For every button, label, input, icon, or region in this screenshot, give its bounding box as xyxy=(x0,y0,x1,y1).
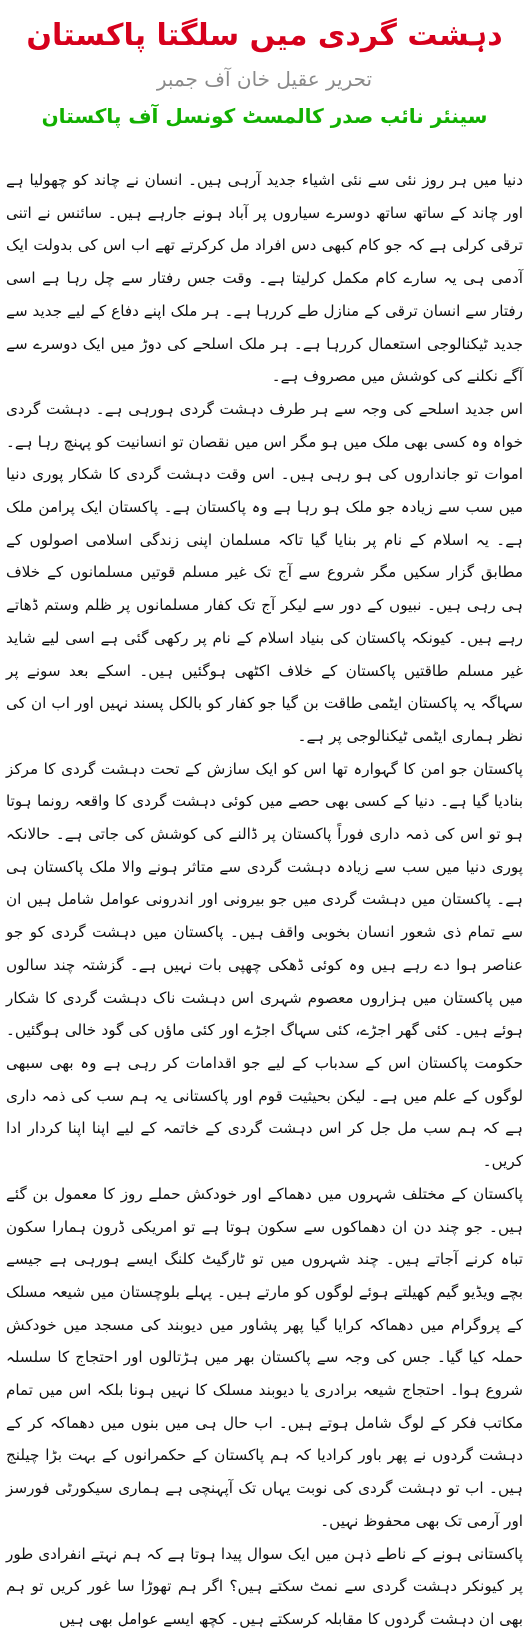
author-designation: سینئر نائب صدر کالمسٹ کونسل آف پاکستان xyxy=(41,104,488,128)
article-author: تحریر عقیل خان آف جمبر xyxy=(156,67,373,91)
article-paragraph: اس جدید اسلحے کی وجہ سے ہر طرف دہشت گردی ہورہی ہے۔ دہشت گردی خواہ وہ کسی بھی ملک میں ہو مگر اس میں نقصان تو انسانیت کو پہنچ رہا ہے۔ اموات تو جانداروں کی ہو رہی ہیں۔ اس وقت دہشت گردی کا شکار پوری دنیا میں سب سے زیادہ جو ملک ہو رہا ہے وہ پاکستان ہے۔ پاکستان ایک پرامن ملک ہے۔ یہ اسلام کے نام پر بنایا گیا تاکہ مسلمان اپنی زندگی اسلامی اصولوں کے مطابق گزار سکیں مگر شروع سے آج تک غیر مسلم قوتیں مسلمانوں کے خلاف ہی رہی ہیں۔ نبیوں کے دور سے لیکر آج تک کفار مسلمانوں پر ظلم وستم ڈھاتے رہے ہیں۔ کیونکہ پاکستان کی بنیاد اسلام کے نام پر رکھی گئی ہے اسی لیے شاید غیر مسلم طاقتیں پاکستان کے خلاف اکٹھی ہوگئیں ہیں۔ اسکے بعد سونے پر سہاگہ یہ پاکستان ایٹمی طاقت بن گیا جو کفار کو بالکل پسند نہیں اور اب ان کی نظر ہماری ایٹمی ٹیکنالوجی پر ہے۔ xyxy=(6,399,523,745)
article-paragraph: پاکستان کے مختلف شہروں میں دھماکے اور خودکش حملے روز کا معمول بن گئے ہیں۔ جو چند دن ان دھماکوں سے سکون ہوتا ہے تو امریکی ڈرون ہمارا سکون تباہ کرنے آجاتے ہیں۔ چند شہروں میں تو ٹارگیٹ کلنگ ایسے ہورہی ہے جیسے بچے ویڈیو گیم کھیلتے ہوئے لوگوں کو مارتے ہیں۔ پہلے بلوچستان میں شیعہ مسلک کے پروگرام میں دھماکہ کرایا گیا پھر پشاور میں دیوبند کی مسجد میں خودکش حملہ کیا گیا۔ جس کی وجہ سے پاکستان بھر میں ہڑتالوں اور احتجاج کا سلسلہ شروع ہوا۔ احتجاج شیعہ برادری یا دیوبند مسلک کا نہیں ہونا بلکہ اس میں تمام مکاتب فکر کے لوگ شامل ہوتے ہیں۔ اب حال ہی میں بنوں میں دھماکہ کر کے دہشت گردوں نے پھر باور کرادیا کہ ہم پاکستان کے حکمرانوں کے بہت بڑا چیلنج ہیں۔ اب تو دہشت گردی کی نوبت یہاں تک آپہنچی ہے ہماری سیکورٹی فورسز اور آرمی تک بھی محفوظ نہیں۔ xyxy=(6,1184,523,1530)
article-title: دہشت گردی میں سلگتا پاکستان xyxy=(26,18,503,53)
article-paragraph: دنیا میں ہر روز نئی سے نئی اشیاء جدید آرہی ہیں۔ انسان نے چاند کو چھولیا ہے اور چاند کے ساتھ ساتھ دوسرے سیاروں پر آباد ہونے جارہے ہیں۔ سائنس نے اتنی ترقی کرلی ہے کہ جو کام کبھی دس افراد مل کرکرتے تھے اب اس کی بدولت ایک آدمی ہی یہ سارے کام مکمل کرلیتا ہے۔ وقت جس رفتار سے چل رہا ہے اسی رفتار سے انسان ترقی کے منازل طے کررہا ہے۔ ہر ملک اپنے دفاع کے لیے جدید سے جدید ٹیکنالوجی استعمال کررہا ہے۔ ہر ملک اسلحے کی دوڑ میں ایک دوسرے سے آگے نکلنے کی کوشش میں مصروف ہے۔ xyxy=(6,171,523,386)
article-paragraph: پاکستان جو امن کا گہوارہ تھا اس کو ایک سازش کے تحت دہشت گردی کا مرکز بنادیا گیا ہے۔ دنیا کے کسی بھی حصے میں کوئی دہشت گردی کا واقعہ رونما ہوتا ہو تو اس کی ذمہ داری فوراً پاکستان پر ڈالنے کی کوشش کی جاتی ہے۔ حالانکہ پوری دنیا میں سب سے زیادہ دہشت گردی سے متاثر ہونے والا ملک پاکستان ہی ہے۔ پاکستان میں دہشت گردی میں جو بیرونی اور اندرونی عوامل شامل ہیں ان سے تمام ذی شعور انسان بخوبی واقف ہیں۔ پاکستان میں دہشت گردی کو جو عناصر ہوا دے رہے ہیں وہ کوئی ڈھکی چھپی بات نہیں ہے۔ گزشتہ چند سالوں میں پاکستان میں ہزاروں معصوم شہری اس دہشت ناک دہشت گردی کا شکار ہوئے ہیں۔ کئی گھر اجڑے، کئی سہاگ اجڑے اور کئی ماؤں کی گود خالی ہوگئیں۔ حکومت پاکستان اس کے سدباب کے لیے جو اقدامات کر رہی ہے وہ بھی سبھی لوگوں کے علم میں ہے۔ لیکن بحیثیت قوم اور پاکستانی یہ ہم سب کی ذمہ داری ہے کہ ہم سب مل جل کر اس دہشت گردی کے خاتمہ کے لیے اپنا اپنا کردار ادا کریں۔ xyxy=(6,759,523,1171)
article-paragraph: پاکستانی ہونے کے ناطے ذہن میں ایک سوال پیدا ہوتا ہے کہ ہم نہتے انفرادی طور پر کیونکر دہشت گردی سے نمٹ سکتے ہیں؟ اگر ہم تھوڑا سا غور کریں تو ہم بھی ان دہشت گردوں کا مقابلہ کرسکتے ہیں۔ کچھ ایسے عوامل بھی ہیں xyxy=(6,1544,523,1628)
article-body xyxy=(6,164,523,1636)
article-page xyxy=(0,14,529,1628)
